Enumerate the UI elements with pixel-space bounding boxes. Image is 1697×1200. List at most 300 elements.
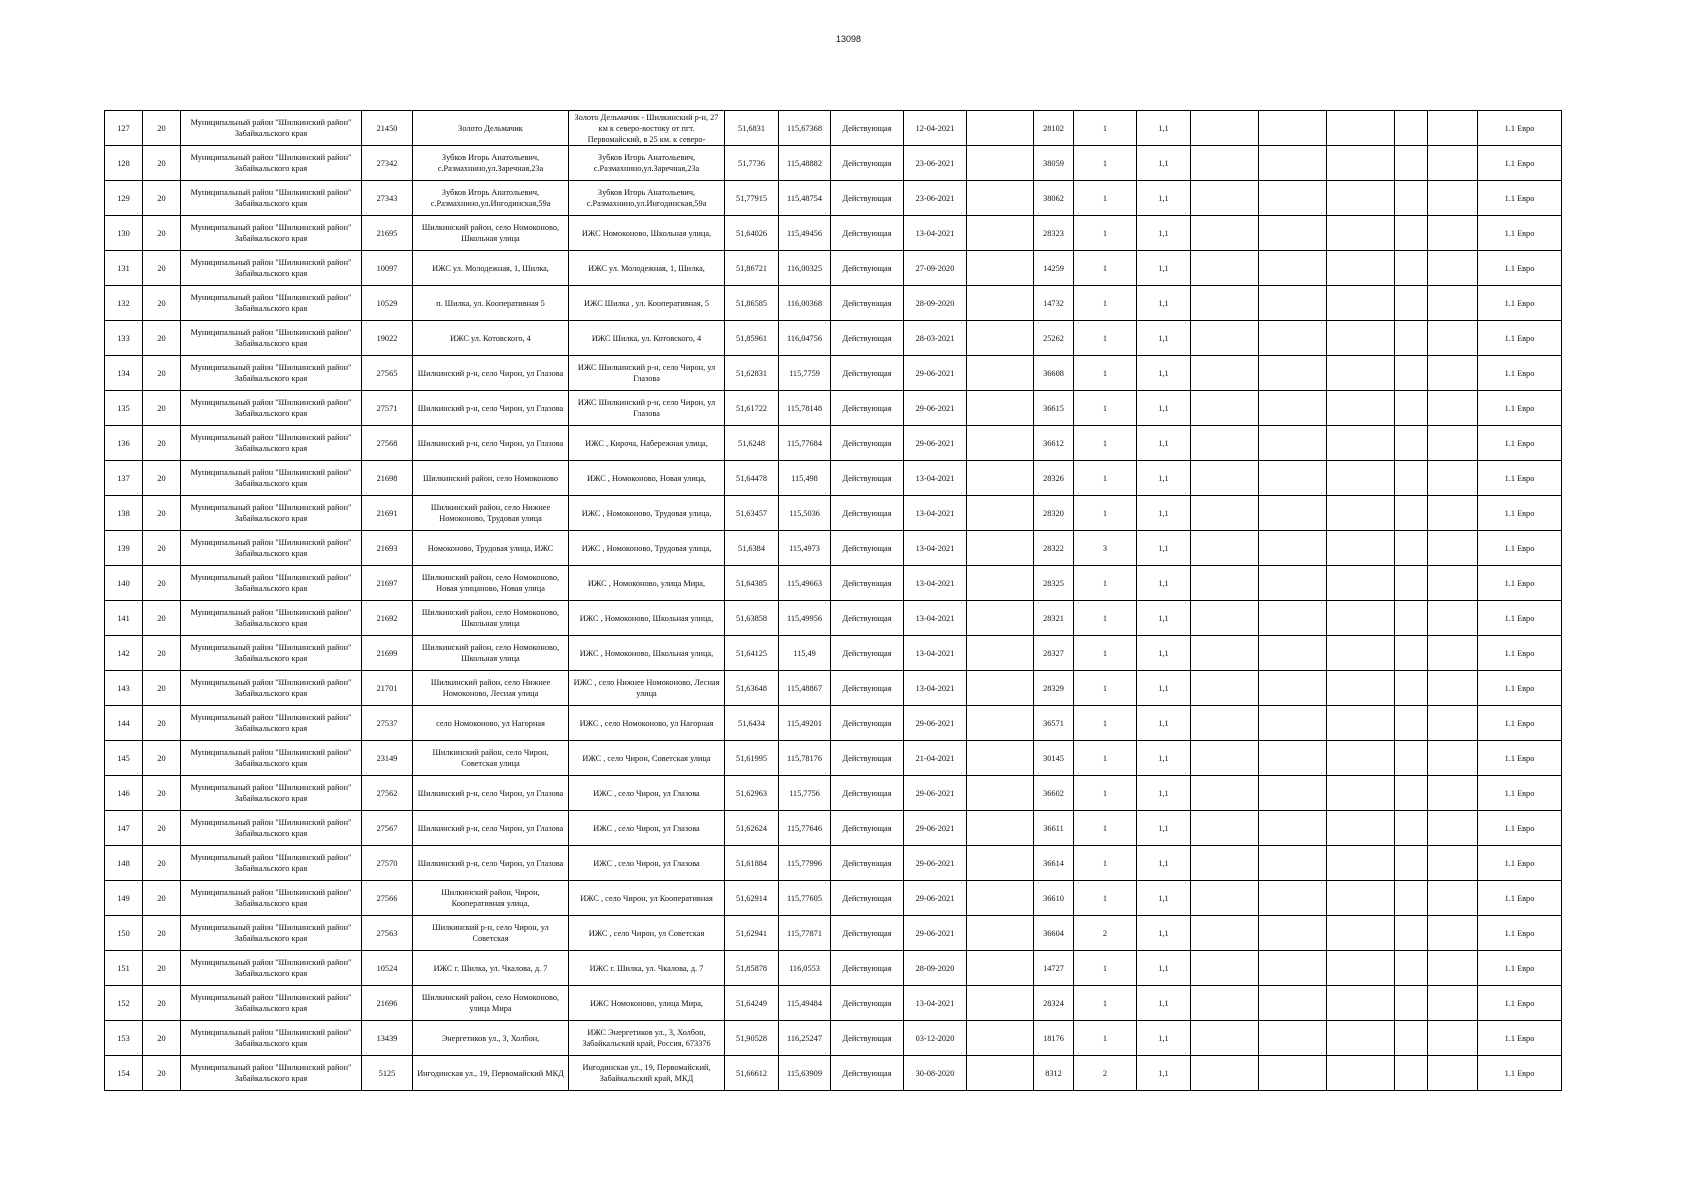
cell-municipality: Муниципальный район "Шилкинский район" Забайкальского края — [181, 636, 362, 671]
cell-object-address: ИЖС , Номоконово, Школьная улица, — [569, 636, 725, 671]
cell-date: 27-09-2020 — [904, 251, 967, 286]
table-row — [105, 706, 1562, 741]
cell-quantity: 1 — [1074, 811, 1137, 846]
cell-region-code: 20 — [143, 601, 181, 636]
cell-municipality: Муниципальный район "Шилкинский район" Забайкальского края — [181, 216, 362, 251]
cell-empty-col-11 — [967, 531, 1034, 566]
cell-empty-col-11 — [967, 741, 1034, 776]
cell-date: 29-06-2021 — [904, 426, 967, 461]
cell-eco-class: 1.1 Евро — [1478, 951, 1562, 986]
cell-date: 29-06-2021 — [904, 356, 967, 391]
cell-date: 12-04-2021 — [904, 111, 967, 146]
cell-empty-col-16 — [1259, 146, 1327, 181]
cell-empty-col-16 — [1259, 846, 1327, 881]
cell-object-address: ИЖС , село Чирон, ул Глазова — [569, 811, 725, 846]
cell-municipality: Муниципальный район "Шилкинский район" Забайкальского края — [181, 461, 362, 496]
cell-municipality: Муниципальный район "Шилкинский район" Забайкальского края — [181, 566, 362, 601]
cell-object-name: Шилкинский р-н, село Чирон, ул Глазова — [413, 391, 569, 426]
cell-empty-col-19 — [1428, 776, 1478, 811]
cell-coefficient: 1,1 — [1137, 566, 1191, 601]
cell-empty-col-19 — [1428, 986, 1478, 1021]
cell-status: Действующая — [831, 461, 904, 496]
cell-empty-col-19 — [1428, 321, 1478, 356]
cell-coefficient: 1,1 — [1137, 531, 1191, 566]
cell-record-id: 36571 — [1034, 706, 1074, 741]
cell-object-name: Шилкинский р-н, село Чирон, ул Глазова — [413, 776, 569, 811]
cell-record-id: 36610 — [1034, 881, 1074, 916]
cell-empty-col-19 — [1428, 426, 1478, 461]
cell-date: 23-06-2021 — [904, 146, 967, 181]
cell-region-code: 20 — [143, 636, 181, 671]
cell-empty-col-19 — [1428, 601, 1478, 636]
cell-object-name: село Номоконово, ул Нагорная — [413, 706, 569, 741]
cell-empty-col-18 — [1395, 1021, 1428, 1056]
cell-municipality: Муниципальный район "Шилкинский район" Забайкальского края — [181, 811, 362, 846]
cell-eco-class: 1.1 Евро — [1478, 741, 1562, 776]
cell-eco-class: 1.1 Евро — [1478, 286, 1562, 321]
cell-municipality: Муниципальный район "Шилкинский район" Забайкальского края — [181, 111, 362, 146]
cell-object-id: 21701 — [362, 671, 413, 706]
cell-status: Действующая — [831, 986, 904, 1021]
cell-object-name: п. Шилка, ул. Кооперативная 5 — [413, 286, 569, 321]
cell-empty-col-19 — [1428, 496, 1478, 531]
cell-municipality: Муниципальный район "Шилкинский район" Забайкальского края — [181, 251, 362, 286]
cell-object-address: Золото Дельмачик - Шилкинский р-н, 27 км к северо-востоку от пгт. Первомайский, в 25 км. к северо- — [569, 111, 725, 146]
cell-latitude: 51,85961 — [725, 321, 779, 356]
table-row — [105, 1056, 1562, 1091]
cell-row-number: 135 — [105, 391, 143, 426]
cell-longitude: 115,49201 — [779, 706, 831, 741]
cell-status: Действующая — [831, 706, 904, 741]
cell-longitude: 116,04756 — [779, 321, 831, 356]
cell-quantity: 1 — [1074, 426, 1137, 461]
cell-latitude: 51,62963 — [725, 776, 779, 811]
cell-empty-col-11 — [967, 916, 1034, 951]
cell-record-id: 36612 — [1034, 426, 1074, 461]
cell-record-id: 38062 — [1034, 181, 1074, 216]
cell-empty-col-15 — [1191, 181, 1259, 216]
cell-empty-col-18 — [1395, 916, 1428, 951]
cell-longitude: 116,00325 — [779, 251, 831, 286]
cell-object-address: ИЖС Шилкинский р-н, село Чирон, ул Глазова — [569, 391, 725, 426]
cell-region-code: 20 — [143, 776, 181, 811]
cell-row-number: 152 — [105, 986, 143, 1021]
cell-empty-col-18 — [1395, 881, 1428, 916]
cell-empty-col-15 — [1191, 111, 1259, 146]
cell-empty-col-19 — [1428, 706, 1478, 741]
cell-empty-col-16 — [1259, 881, 1327, 916]
cell-empty-col-11 — [967, 286, 1034, 321]
cell-empty-col-17 — [1327, 426, 1395, 461]
cell-empty-col-16 — [1259, 461, 1327, 496]
cell-status: Действующая — [831, 601, 904, 636]
cell-empty-col-15 — [1191, 1021, 1259, 1056]
cell-empty-col-15 — [1191, 496, 1259, 531]
cell-date: 29-06-2021 — [904, 881, 967, 916]
cell-object-address: ИЖС , село Чирон, ул Советская — [569, 916, 725, 951]
cell-municipality: Муниципальный район "Шилкинский район" Забайкальского края — [181, 496, 362, 531]
cell-quantity: 1 — [1074, 251, 1137, 286]
table-row — [105, 566, 1562, 601]
cell-region-code: 20 — [143, 426, 181, 461]
cell-empty-col-17 — [1327, 881, 1395, 916]
cell-status: Действующая — [831, 881, 904, 916]
cell-empty-col-15 — [1191, 286, 1259, 321]
cell-empty-col-18 — [1395, 951, 1428, 986]
cell-empty-col-16 — [1259, 426, 1327, 461]
cell-empty-col-18 — [1395, 741, 1428, 776]
cell-row-number: 136 — [105, 426, 143, 461]
cell-object-name: Золото Дельмачик — [413, 111, 569, 146]
cell-object-id: 21699 — [362, 636, 413, 671]
cell-object-id: 5125 — [362, 1056, 413, 1091]
cell-eco-class: 1.1 Евро — [1478, 426, 1562, 461]
cell-empty-col-15 — [1191, 951, 1259, 986]
cell-empty-col-11 — [967, 146, 1034, 181]
cell-coefficient: 1,1 — [1137, 426, 1191, 461]
table-row — [105, 846, 1562, 881]
cell-record-id: 28320 — [1034, 496, 1074, 531]
cell-empty-col-15 — [1191, 426, 1259, 461]
page-number: 13098 — [835, 34, 862, 44]
cell-empty-col-17 — [1327, 916, 1395, 951]
cell-empty-col-15 — [1191, 216, 1259, 251]
cell-longitude: 115,7759 — [779, 356, 831, 391]
cell-latitude: 51,63858 — [725, 601, 779, 636]
cell-date: 28-09-2020 — [904, 951, 967, 986]
cell-date: 29-06-2021 — [904, 916, 967, 951]
cell-longitude: 115,77684 — [779, 426, 831, 461]
cell-region-code: 20 — [143, 146, 181, 181]
cell-object-name: Шилкинский район, село Номоконово — [413, 461, 569, 496]
cell-empty-col-18 — [1395, 776, 1428, 811]
cell-latitude: 51,64125 — [725, 636, 779, 671]
cell-object-name: Шилкинский район, село Номоконово, Школьная улица — [413, 636, 569, 671]
cell-status: Действующая — [831, 531, 904, 566]
cell-object-address: ИЖС , Номоконово, Трудовая улица, — [569, 496, 725, 531]
cell-date: 29-06-2021 — [904, 391, 967, 426]
cell-empty-col-11 — [967, 776, 1034, 811]
cell-empty-col-17 — [1327, 1056, 1395, 1091]
cell-object-address: ИЖС Номоконово, улица Мира, — [569, 986, 725, 1021]
registry-table-body — [105, 111, 1562, 1091]
cell-municipality: Муниципальный район "Шилкинский район" Забайкальского края — [181, 706, 362, 741]
cell-status: Действующая — [831, 251, 904, 286]
cell-record-id: 28321 — [1034, 601, 1074, 636]
cell-row-number: 148 — [105, 846, 143, 881]
cell-status: Действующая — [831, 181, 904, 216]
cell-empty-col-16 — [1259, 706, 1327, 741]
cell-eco-class: 1.1 Евро — [1478, 986, 1562, 1021]
cell-latitude: 51,63457 — [725, 496, 779, 531]
cell-eco-class: 1.1 Евро — [1478, 181, 1562, 216]
cell-empty-col-19 — [1428, 1021, 1478, 1056]
cell-eco-class: 1.1 Евро — [1478, 566, 1562, 601]
cell-latitude: 51,63648 — [725, 671, 779, 706]
cell-region-code: 20 — [143, 671, 181, 706]
cell-object-id: 21692 — [362, 601, 413, 636]
cell-empty-col-11 — [967, 1056, 1034, 1091]
cell-empty-col-19 — [1428, 181, 1478, 216]
cell-empty-col-17 — [1327, 811, 1395, 846]
cell-region-code: 20 — [143, 1021, 181, 1056]
cell-object-name: Шилкинский район, село Номоконово, Школьная улица — [413, 216, 569, 251]
cell-empty-col-18 — [1395, 216, 1428, 251]
cell-region-code: 20 — [143, 951, 181, 986]
cell-empty-col-16 — [1259, 251, 1327, 286]
cell-empty-col-15 — [1191, 1056, 1259, 1091]
cell-empty-col-19 — [1428, 951, 1478, 986]
cell-longitude: 116,0553 — [779, 951, 831, 986]
cell-coefficient: 1,1 — [1137, 601, 1191, 636]
cell-coefficient: 1,1 — [1137, 356, 1191, 391]
cell-eco-class: 1.1 Евро — [1478, 251, 1562, 286]
cell-latitude: 51,62914 — [725, 881, 779, 916]
cell-object-name: Шилкинский район, село Чирон, Советская улица — [413, 741, 569, 776]
cell-date: 23-06-2021 — [904, 181, 967, 216]
cell-quantity: 1 — [1074, 951, 1137, 986]
cell-date: 13-04-2021 — [904, 636, 967, 671]
cell-empty-col-16 — [1259, 531, 1327, 566]
cell-empty-col-18 — [1395, 671, 1428, 706]
cell-row-number: 140 — [105, 566, 143, 601]
table-row — [105, 356, 1562, 391]
cell-quantity: 3 — [1074, 531, 1137, 566]
cell-record-id: 38059 — [1034, 146, 1074, 181]
cell-coefficient: 1,1 — [1137, 776, 1191, 811]
cell-eco-class: 1.1 Евро — [1478, 811, 1562, 846]
cell-quantity: 1 — [1074, 111, 1137, 146]
cell-empty-col-18 — [1395, 146, 1428, 181]
cell-municipality: Муниципальный район "Шилкинский район" Забайкальского края — [181, 671, 362, 706]
cell-coefficient: 1,1 — [1137, 741, 1191, 776]
cell-empty-col-17 — [1327, 461, 1395, 496]
cell-record-id: 28327 — [1034, 636, 1074, 671]
table-row — [105, 181, 1562, 216]
table-row — [105, 146, 1562, 181]
cell-latitude: 51,61995 — [725, 741, 779, 776]
cell-date: 13-04-2021 — [904, 566, 967, 601]
cell-region-code: 20 — [143, 216, 181, 251]
cell-object-address: ИЖС , село Чирон, ул Глазова — [569, 776, 725, 811]
cell-empty-col-16 — [1259, 776, 1327, 811]
cell-municipality: Муниципальный район "Шилкинский район" Забайкальского края — [181, 286, 362, 321]
cell-empty-col-15 — [1191, 356, 1259, 391]
cell-object-id: 27566 — [362, 881, 413, 916]
cell-record-id: 14259 — [1034, 251, 1074, 286]
cell-empty-col-16 — [1259, 111, 1327, 146]
cell-empty-col-15 — [1191, 461, 1259, 496]
cell-object-address: ИЖС , село Чирон, Советская улица — [569, 741, 725, 776]
cell-object-id: 27570 — [362, 846, 413, 881]
cell-row-number: 150 — [105, 916, 143, 951]
cell-longitude: 115,77646 — [779, 811, 831, 846]
cell-quantity: 1 — [1074, 146, 1137, 181]
cell-latitude: 51,6831 — [725, 111, 779, 146]
cell-empty-col-17 — [1327, 566, 1395, 601]
cell-record-id: 18176 — [1034, 1021, 1074, 1056]
cell-empty-col-18 — [1395, 356, 1428, 391]
cell-empty-col-18 — [1395, 986, 1428, 1021]
cell-empty-col-18 — [1395, 811, 1428, 846]
cell-object-name: Шилкинский район, село Номоконово, Новая улицаново, Новая улица — [413, 566, 569, 601]
cell-region-code: 20 — [143, 321, 181, 356]
cell-empty-col-11 — [967, 181, 1034, 216]
cell-status: Действующая — [831, 671, 904, 706]
table-row — [105, 496, 1562, 531]
cell-empty-col-17 — [1327, 391, 1395, 426]
cell-date: 29-06-2021 — [904, 706, 967, 741]
cell-row-number: 144 — [105, 706, 143, 741]
cell-empty-col-15 — [1191, 671, 1259, 706]
cell-eco-class: 1.1 Евро — [1478, 356, 1562, 391]
cell-empty-col-17 — [1327, 321, 1395, 356]
cell-longitude: 116,00368 — [779, 286, 831, 321]
table-row — [105, 601, 1562, 636]
table-row — [105, 741, 1562, 776]
cell-empty-col-18 — [1395, 286, 1428, 321]
cell-record-id: 14727 — [1034, 951, 1074, 986]
table-row — [105, 671, 1562, 706]
cell-row-number: 151 — [105, 951, 143, 986]
cell-date: 13-04-2021 — [904, 601, 967, 636]
cell-quantity: 1 — [1074, 496, 1137, 531]
cell-object-name: Номоконово, Трудовая улица, ИЖС — [413, 531, 569, 566]
cell-region-code: 20 — [143, 566, 181, 601]
cell-empty-col-18 — [1395, 426, 1428, 461]
cell-empty-col-15 — [1191, 916, 1259, 951]
cell-empty-col-15 — [1191, 636, 1259, 671]
cell-status: Действующая — [831, 321, 904, 356]
cell-status: Действующая — [831, 636, 904, 671]
cell-row-number: 133 — [105, 321, 143, 356]
cell-object-address: ИЖС , Номоконово, Школьная улица, — [569, 601, 725, 636]
cell-object-name: Ингодинская ул., 19, Первомайский МКД — [413, 1056, 569, 1091]
cell-coefficient: 1,1 — [1137, 286, 1191, 321]
cell-object-name: Шилкинский р-н, село Чирон, ул Глазова — [413, 426, 569, 461]
cell-row-number: 141 — [105, 601, 143, 636]
cell-object-id: 10524 — [362, 951, 413, 986]
cell-latitude: 51,6384 — [725, 531, 779, 566]
cell-municipality: Муниципальный район "Шилкинский район" Забайкальского края — [181, 426, 362, 461]
cell-coefficient: 1,1 — [1137, 986, 1191, 1021]
cell-region-code: 20 — [143, 496, 181, 531]
cell-status: Действующая — [831, 356, 904, 391]
table-row — [105, 321, 1562, 356]
cell-latitude: 51,62624 — [725, 811, 779, 846]
cell-status: Действующая — [831, 916, 904, 951]
cell-object-address: ИЖС Номоконово, Школьная улица, — [569, 216, 725, 251]
cell-empty-col-11 — [967, 881, 1034, 916]
cell-date: 13-04-2021 — [904, 986, 967, 1021]
cell-object-name: Энергетиков ул., 3, Холбон, — [413, 1021, 569, 1056]
cell-quantity: 1 — [1074, 391, 1137, 426]
cell-quantity: 1 — [1074, 741, 1137, 776]
cell-object-address: ИЖС Шилкинский р-н, село Чирон, ул Глазова — [569, 356, 725, 391]
cell-record-id: 36614 — [1034, 846, 1074, 881]
cell-empty-col-11 — [967, 111, 1034, 146]
cell-eco-class: 1.1 Евро — [1478, 636, 1562, 671]
cell-row-number: 128 — [105, 146, 143, 181]
cell-object-address: ИЖС ул. Молодежная, 1, Шилка, — [569, 251, 725, 286]
cell-latitude: 51,64026 — [725, 216, 779, 251]
cell-municipality: Муниципальный район "Шилкинский район" Забайкальского края — [181, 1021, 362, 1056]
cell-longitude: 115,49484 — [779, 986, 831, 1021]
cell-empty-col-16 — [1259, 566, 1327, 601]
cell-empty-col-16 — [1259, 986, 1327, 1021]
cell-empty-col-18 — [1395, 496, 1428, 531]
cell-longitude: 115,4973 — [779, 531, 831, 566]
cell-record-id: 36615 — [1034, 391, 1074, 426]
table-row — [105, 916, 1562, 951]
cell-object-id: 21698 — [362, 461, 413, 496]
cell-empty-col-16 — [1259, 321, 1327, 356]
cell-coefficient: 1,1 — [1137, 496, 1191, 531]
cell-eco-class: 1.1 Евро — [1478, 1056, 1562, 1091]
cell-status: Действующая — [831, 1021, 904, 1056]
cell-longitude: 115,77996 — [779, 846, 831, 881]
cell-region-code: 20 — [143, 1056, 181, 1091]
cell-quantity: 1 — [1074, 706, 1137, 741]
cell-municipality: Муниципальный район "Шилкинский район" Забайкальского края — [181, 881, 362, 916]
cell-coefficient: 1,1 — [1137, 951, 1191, 986]
cell-status: Действующая — [831, 216, 904, 251]
cell-empty-col-19 — [1428, 671, 1478, 706]
cell-municipality: Муниципальный район "Шилкинский район" Забайкальского края — [181, 846, 362, 881]
cell-object-name: Зубков Игорь Анатольевич, с.Размахнино,ул.Заречная,23а — [413, 146, 569, 181]
cell-empty-col-11 — [967, 321, 1034, 356]
cell-object-address: ИЖС , Номоконово, улица Мира, — [569, 566, 725, 601]
cell-record-id: 36611 — [1034, 811, 1074, 846]
cell-municipality: Муниципальный район "Шилкинский район" Забайкальского края — [181, 356, 362, 391]
cell-row-number: 149 — [105, 881, 143, 916]
cell-empty-col-15 — [1191, 811, 1259, 846]
cell-region-code: 20 — [143, 846, 181, 881]
cell-eco-class: 1.1 Евро — [1478, 1021, 1562, 1056]
cell-row-number: 134 — [105, 356, 143, 391]
cell-empty-col-18 — [1395, 566, 1428, 601]
cell-longitude: 115,49956 — [779, 601, 831, 636]
cell-row-number: 145 — [105, 741, 143, 776]
cell-longitude: 115,49 — [779, 636, 831, 671]
cell-quantity: 1 — [1074, 1021, 1137, 1056]
cell-empty-col-18 — [1395, 251, 1428, 286]
cell-region-code: 20 — [143, 461, 181, 496]
cell-empty-col-18 — [1395, 846, 1428, 881]
cell-quantity: 1 — [1074, 356, 1137, 391]
cell-quantity: 1 — [1074, 986, 1137, 1021]
cell-empty-col-11 — [967, 566, 1034, 601]
cell-municipality: Муниципальный район "Шилкинский район" Забайкальского края — [181, 916, 362, 951]
cell-object-name: ИЖС ул. Молодежная, 1, Шилка, — [413, 251, 569, 286]
cell-latitude: 51,6248 — [725, 426, 779, 461]
cell-latitude: 51,64478 — [725, 461, 779, 496]
cell-object-address: Зубков Игорь Анатольевич, с.Размахнино,ул.Заречная,23а — [569, 146, 725, 181]
cell-empty-col-19 — [1428, 1056, 1478, 1091]
cell-object-name: Шилкинский р-н, село Чирон, ул Глазова — [413, 846, 569, 881]
cell-empty-col-18 — [1395, 531, 1428, 566]
cell-municipality: Муниципальный район "Шилкинский район" Забайкальского края — [181, 181, 362, 216]
table-row — [105, 776, 1562, 811]
cell-longitude: 115,78148 — [779, 391, 831, 426]
cell-row-number: 153 — [105, 1021, 143, 1056]
cell-latitude: 51,64385 — [725, 566, 779, 601]
table-row — [105, 391, 1562, 426]
cell-empty-col-19 — [1428, 741, 1478, 776]
cell-latitude: 51,61884 — [725, 846, 779, 881]
cell-empty-col-18 — [1395, 391, 1428, 426]
table-row — [105, 1021, 1562, 1056]
